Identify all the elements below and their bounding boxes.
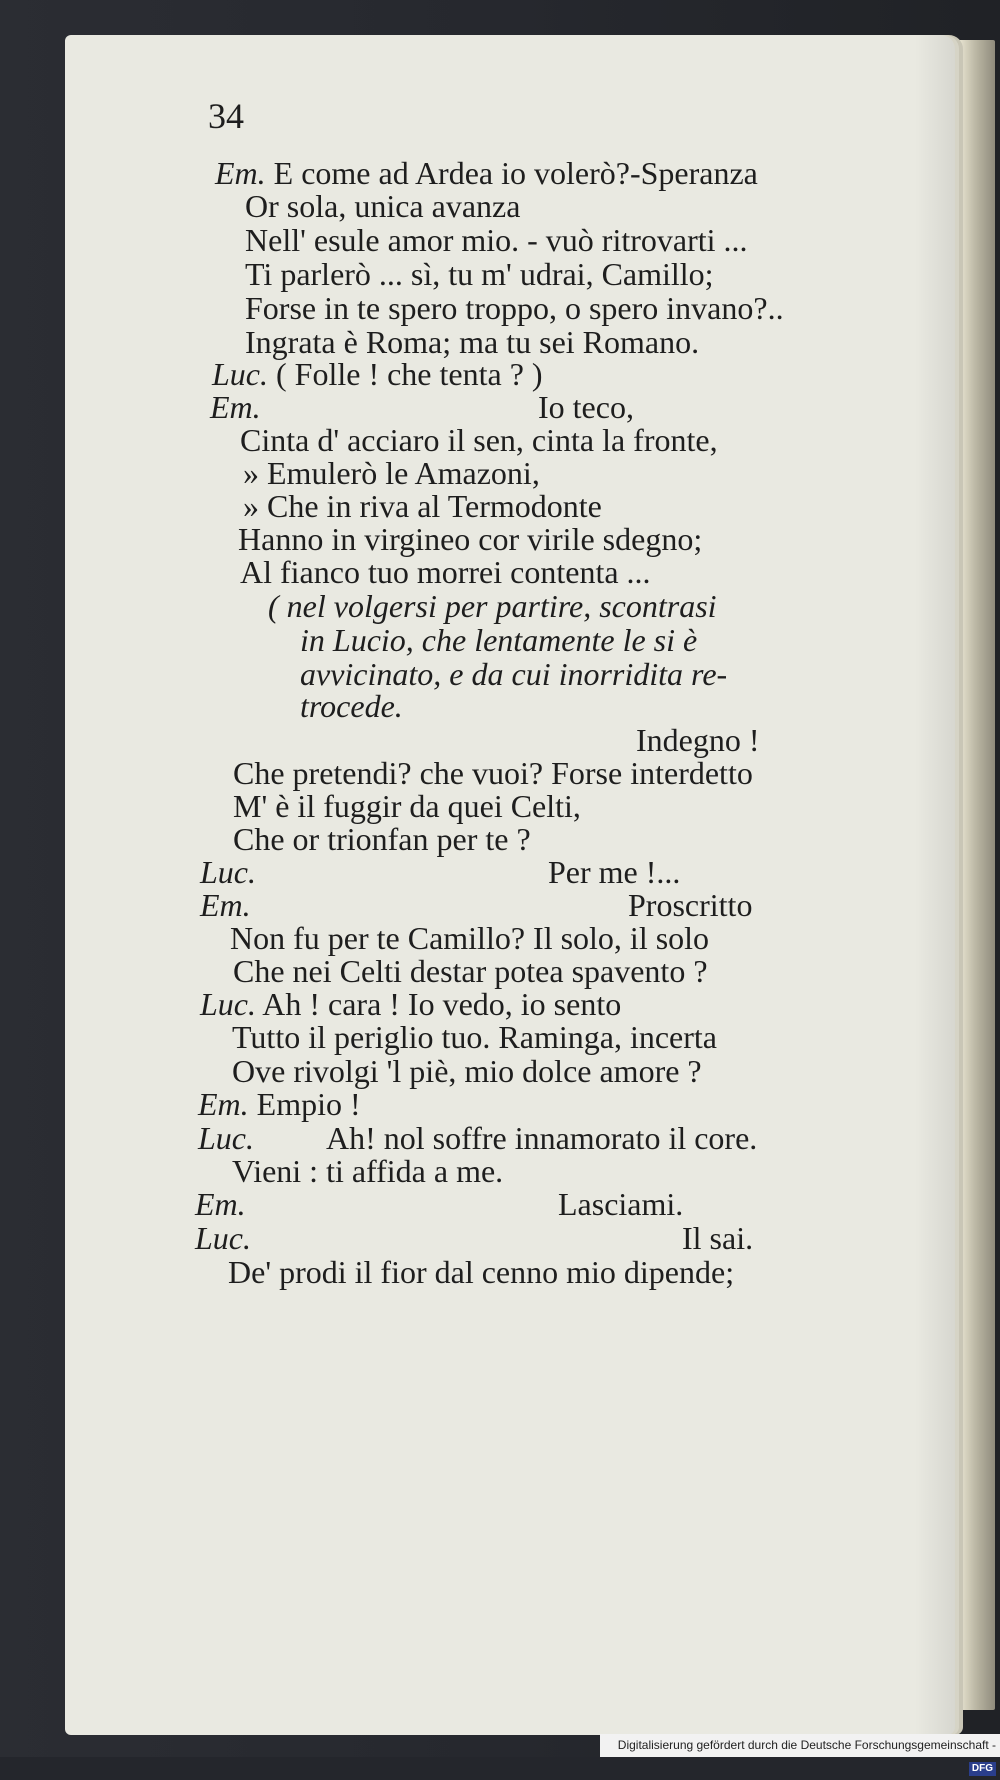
stage-direction xyxy=(300,656,727,692)
verse-text: Indegno ! xyxy=(636,722,760,758)
speaker-label: Luc. xyxy=(200,986,256,1022)
verse-text: Lasciami. xyxy=(558,1186,684,1222)
verse-text: Hanno in virgineo cor virile sdegno; xyxy=(238,521,703,557)
verse-text: M' è il fuggir da quei Celti, xyxy=(233,788,581,824)
stage-direction-text: trocede. xyxy=(300,688,403,724)
verse-text: Ti parlerò ... sì, tu m' udrai, Camillo; xyxy=(245,256,714,292)
speaker-label: Luc. xyxy=(195,1220,251,1256)
text-line xyxy=(195,1186,246,1222)
text-line xyxy=(195,1220,251,1256)
verse-text: Nell' esule amor mio. - vuò ritrovarti ... xyxy=(245,222,748,258)
text-line xyxy=(558,1186,683,1222)
speaker-label: Luc. xyxy=(198,1120,254,1156)
speaker-label: Luc. xyxy=(212,356,268,392)
verse-text: Vieni : ti affida a me. xyxy=(232,1153,504,1189)
verse-text: » Che in riva al Termodonte xyxy=(243,488,602,524)
text-line xyxy=(198,1120,254,1156)
stage-direction-text: avvicinato, e da cui inorridita re- xyxy=(300,656,728,692)
text-line xyxy=(243,455,540,491)
verse-text: Or sola, unica avanza xyxy=(245,188,521,224)
text-line xyxy=(233,953,708,989)
verse-text: ( Folle ! che tenta ? ) xyxy=(276,356,543,392)
text-line xyxy=(245,290,784,326)
text-line xyxy=(628,887,752,923)
text-line xyxy=(548,854,680,890)
footer-text: Digitalisierung gefördert durch die Deutsche Forschungsgemeinschaft - xyxy=(617,1738,996,1752)
text-line xyxy=(245,324,699,360)
verse-text: E come ad Ardea io volerò?-Speranza xyxy=(273,155,758,191)
stage-direction xyxy=(268,588,717,624)
stage-direction-text: in Lucio, che lentamente le si è xyxy=(300,622,698,658)
text-line xyxy=(245,188,520,224)
text-line xyxy=(538,389,634,425)
speaker-label: Em. xyxy=(215,155,266,191)
speaker-label: Luc. xyxy=(200,854,256,890)
verse-text: Tutto il periglio tuo. Raminga, incerta xyxy=(232,1019,717,1055)
verse-text: Empio ! xyxy=(256,1086,361,1122)
text-line xyxy=(232,1053,702,1089)
verse-text: Ove rivolgi 'l piè, mio dolce amore ? xyxy=(232,1053,702,1089)
text-line xyxy=(243,488,602,524)
text-line xyxy=(636,722,760,758)
speaker-label: Em. xyxy=(210,389,261,425)
text-line xyxy=(245,222,748,258)
text-line xyxy=(232,1019,717,1055)
text-line xyxy=(233,821,531,857)
verse-text: Ingrata è Roma; ma tu sei Romano. xyxy=(245,324,700,360)
text-line xyxy=(682,1220,753,1256)
verse-text: Proscritto xyxy=(628,887,753,923)
text-line xyxy=(233,788,581,824)
verse-text: Che or trionfan per te ? xyxy=(233,821,531,857)
verse-text: Che pretendi? che vuoi? Forse interdetto xyxy=(233,755,753,791)
verse-text: Forse in te spero troppo, o spero invano?.. xyxy=(245,290,784,326)
verse-text: Il sai. xyxy=(682,1220,754,1256)
text-line xyxy=(238,521,702,557)
text-line xyxy=(200,854,256,890)
stage-direction xyxy=(300,622,697,658)
verse-text: Per me !... xyxy=(548,854,681,890)
verse-text: » Emulerò le Amazoni, xyxy=(243,455,540,491)
text-line xyxy=(200,887,251,923)
verse-text: Cinta d' acciaro il sen, cinta la fronte, xyxy=(240,422,718,458)
text-line xyxy=(228,1254,734,1290)
text-line xyxy=(233,755,753,791)
speaker-label: Em. xyxy=(195,1186,246,1222)
text-line xyxy=(210,389,261,425)
verse-text: De' prodi il fior dal cenno mio dipende; xyxy=(228,1254,735,1290)
text-line xyxy=(198,1086,361,1122)
digitization-footer xyxy=(600,1734,1000,1774)
text-line xyxy=(245,256,714,292)
text-line xyxy=(212,356,543,392)
verse-text: Non fu per te Camillo? Il solo, il solo xyxy=(230,920,710,956)
speaker-label: Em. xyxy=(198,1086,249,1122)
text-line xyxy=(200,986,621,1022)
speaker-label: Em. xyxy=(200,887,251,923)
text-line xyxy=(230,920,709,956)
text-line xyxy=(215,155,758,191)
verse-text: Ah ! cara ! Io vedo, io sento xyxy=(262,986,622,1022)
text-line xyxy=(326,1120,757,1156)
dfg-logo: DFG xyxy=(969,1762,996,1776)
stage-direction xyxy=(300,688,403,724)
text-line xyxy=(240,554,651,590)
verse-text: Che nei Celti destar potea spavento ? xyxy=(233,953,708,989)
verse-text: Ah! nol soffre innamorato il core. xyxy=(326,1120,758,1156)
verse-text: Io teco, xyxy=(538,389,634,425)
page-number: 34 xyxy=(208,96,244,136)
verse-text: Al fianco tuo morrei contenta ... xyxy=(240,554,651,590)
text-line xyxy=(240,422,718,458)
text-line xyxy=(232,1153,503,1189)
stage-direction-text: ( nel volgersi per partire, scontrasi xyxy=(268,588,717,624)
